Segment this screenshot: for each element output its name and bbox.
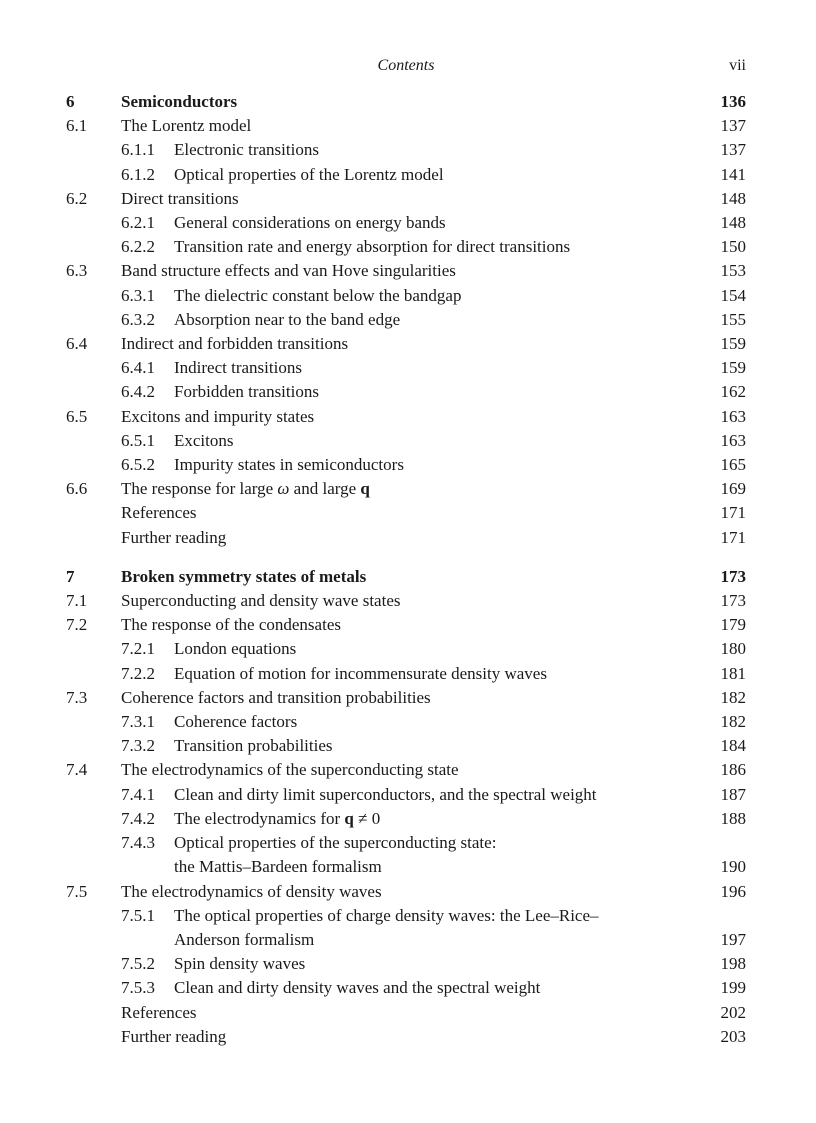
q-vector-symbol: q <box>344 808 354 828</box>
chapter-7 <box>66 565 746 1049</box>
section-page: 159 <box>720 334 746 354</box>
subsection-page: 163 <box>720 430 746 450</box>
subsection-page: 137 <box>720 140 746 160</box>
section-title-part: The response for large <box>121 479 278 499</box>
toc-subsection-entry[interactable] <box>66 356 746 380</box>
subsection-title-line2: the Mattis–Bardeen formalism <box>174 857 382 877</box>
section-title: The Lorentz model <box>121 116 252 136</box>
chapter-title: Semiconductors <box>121 92 238 111</box>
chapter-number: 7 <box>66 566 75 586</box>
toc-section-entry[interactable] <box>66 686 746 710</box>
toc-subsection-entry[interactable] <box>66 380 746 404</box>
subsection-title: Optical properties of the Lorentz model <box>174 164 444 184</box>
subsection-number: 6.2.1 <box>121 213 155 233</box>
section-number: 7.4 <box>66 760 88 780</box>
subsection-title: Impurity states in semiconductors <box>174 455 404 475</box>
subsection-number: 7.3.1 <box>121 712 155 732</box>
references-page: 171 <box>720 503 746 523</box>
subsection-number: 7.4.1 <box>121 784 155 804</box>
chapter-heading[interactable] <box>66 565 746 589</box>
toc-subsection-entry[interactable] <box>66 235 746 259</box>
section-page: 153 <box>720 261 746 281</box>
subsection-page: 197 <box>720 929 746 949</box>
section-title-part: and large <box>289 479 361 499</box>
subsection-number: 7.2.1 <box>121 639 155 659</box>
section-title: Coherence factors and transition probabilities <box>121 687 431 707</box>
section-page: 163 <box>720 406 746 426</box>
references-page: 202 <box>720 1002 746 1022</box>
section-title: Band structure effects and van Hove singularities <box>121 261 456 281</box>
section-number: 7.2 <box>66 615 88 635</box>
subsection-title: Electronic transitions <box>174 140 319 160</box>
subsection-page: 165 <box>720 455 746 475</box>
toc-subsection-entry[interactable] <box>66 976 746 1000</box>
subsection-page: 190 <box>720 857 746 877</box>
subsection-number: 6.3.2 <box>121 309 155 329</box>
subsection-page: 159 <box>720 358 746 378</box>
chapter-title: Broken symmetry states of metals <box>121 566 367 586</box>
subsection-number: 7.5.2 <box>121 954 155 974</box>
subsection-title: Excitons <box>174 430 234 450</box>
subsection-number: 7.5.1 <box>121 905 155 925</box>
section-number: 6.1 <box>66 116 88 136</box>
not-equal-zero: ≠ 0 <box>353 808 381 828</box>
references-title: References <box>121 503 197 523</box>
subsection-title: General considerations on energy bands <box>174 213 446 233</box>
subsection-page: 141 <box>720 164 746 184</box>
subsection-title <box>66 831 746 879</box>
section-number: 7.1 <box>66 591 88 611</box>
subsection-page: 148 <box>720 213 746 233</box>
subsection-number: 7.2.2 <box>121 663 155 683</box>
subsection-page: 162 <box>720 382 746 402</box>
section-page: 169 <box>720 479 746 499</box>
subsection-title <box>66 807 746 831</box>
subsection-title-line1: The optical properties of charge density waves: the Lee–Rice– <box>174 905 599 925</box>
chapter-number: 6 <box>66 92 75 111</box>
toc-further-reading-entry[interactable] <box>66 1025 746 1049</box>
subsection-number: 7.3.2 <box>121 736 155 756</box>
subsection-page: 199 <box>720 978 746 998</box>
chapter-heading[interactable] <box>66 90 746 114</box>
subsection-number: 7.5.3 <box>121 978 155 998</box>
section-number: 7.5 <box>66 881 88 901</box>
toc-further-reading-entry[interactable] <box>66 526 746 550</box>
subsection-title: Spin density waves <box>174 954 306 974</box>
subsection-title: Coherence factors <box>174 712 298 732</box>
further-reading-page: 171 <box>720 527 746 547</box>
subsection-number: 6.5.1 <box>121 430 155 450</box>
section-number: 6.4 <box>66 334 88 354</box>
toc-subsection-entry[interactable] <box>66 163 746 187</box>
section-title: Superconducting and density wave states <box>121 591 401 611</box>
toc-subsection-entry[interactable] <box>66 783 746 807</box>
toc-section-entry[interactable] <box>66 332 746 356</box>
chapter-page: 136 <box>720 92 746 111</box>
subsection-page: 184 <box>720 736 746 756</box>
toc-subsection-entry[interactable] <box>66 138 746 162</box>
subsection-page: 188 <box>720 808 746 828</box>
toc-subsection-entry[interactable] <box>66 637 746 661</box>
toc-section-entry[interactable] <box>66 187 746 211</box>
subsection-title: Forbidden transitions <box>174 382 319 402</box>
subsection-title: Indirect transitions <box>174 358 302 378</box>
toc-subsection-entry[interactable] <box>66 904 746 952</box>
further-reading-title: Further reading <box>121 1026 227 1046</box>
further-reading-page: 203 <box>720 1026 746 1046</box>
subsection-title: Transition rate and energy absorption for direct transitions <box>174 237 571 257</box>
running-header-page-number: vii <box>729 57 746 74</box>
section-title: Excitons and impurity states <box>121 406 315 426</box>
chapter-page: 173 <box>720 566 746 586</box>
subsection-page: 155 <box>720 309 746 329</box>
subsection-number: 7.4.3 <box>121 833 155 853</box>
section-title: The response of the condensates <box>121 615 341 635</box>
subsection-title-part: The electrodynamics for <box>174 808 345 828</box>
toc-section-entry[interactable] <box>66 259 746 283</box>
subsection-title: Absorption near to the band edge <box>174 309 401 329</box>
toc-references-entry[interactable] <box>66 1001 746 1025</box>
section-page: 148 <box>720 188 746 208</box>
subsection-number: 7.4.2 <box>121 808 155 828</box>
toc-section-entry[interactable] <box>66 114 746 138</box>
toc-section-entry[interactable] <box>66 589 746 613</box>
subsection-number: 6.1.2 <box>121 164 155 184</box>
subsection-title: Clean and dirty density waves and the spectral weight <box>174 978 541 998</box>
section-page: 137 <box>720 116 746 136</box>
subsection-number: 6.4.1 <box>121 358 155 378</box>
toc-subsection-entry[interactable] <box>66 453 746 477</box>
subsection-title: Equation of motion for incommensurate density waves <box>174 663 547 683</box>
section-number: 6.5 <box>66 406 88 426</box>
table-of-contents <box>66 90 746 1049</box>
subsection-title: Transition probabilities <box>174 736 333 756</box>
omega-symbol: ω <box>277 479 290 499</box>
toc-subsection-entry[interactable] <box>66 211 746 235</box>
chapter-6 <box>66 90 746 550</box>
subsection-page: 181 <box>720 663 746 683</box>
toc-subsection-entry[interactable] <box>66 734 746 758</box>
subsection-title-line1: Optical properties of the superconducting state: <box>174 833 497 853</box>
subsection-page: 198 <box>720 954 746 974</box>
subsection-number: 6.2.2 <box>121 237 155 257</box>
section-page: 196 <box>720 881 746 901</box>
subsection-title-line2: Anderson formalism <box>174 929 315 949</box>
further-reading-title: Further reading <box>121 527 227 547</box>
toc-section-entry[interactable] <box>66 477 746 501</box>
subsection-number: 6.1.1 <box>121 140 155 160</box>
section-page: 173 <box>720 591 746 611</box>
subsection-page: 180 <box>720 639 746 659</box>
section-page: 179 <box>720 615 746 635</box>
toc-subsection-entry[interactable] <box>66 710 746 734</box>
section-number: 6.3 <box>66 261 88 281</box>
subsection-number: 6.4.2 <box>121 382 155 402</box>
toc-subsection-entry[interactable] <box>66 429 746 453</box>
toc-subsection-entry[interactable] <box>66 284 746 308</box>
toc-section-entry[interactable] <box>66 758 746 782</box>
subsection-page: 150 <box>720 237 746 257</box>
toc-subsection-entry[interactable] <box>66 952 746 976</box>
section-title: Indirect and forbidden transitions <box>121 334 349 354</box>
section-page: 186 <box>720 760 746 780</box>
subsection-title: Clean and dirty limit superconductors, and the spectral weight <box>174 784 597 804</box>
section-title: The electrodynamics of density waves <box>121 881 382 901</box>
section-number: 6.6 <box>66 479 88 499</box>
subsection-title: London equations <box>174 639 297 659</box>
section-number: 6.2 <box>66 188 88 208</box>
toc-section-entry[interactable] <box>66 613 746 637</box>
running-header <box>66 57 746 77</box>
toc-subsection-entry[interactable] <box>66 831 746 879</box>
section-number: 7.3 <box>66 687 88 707</box>
subsection-page: 187 <box>720 784 746 804</box>
toc-references-entry[interactable] <box>66 501 746 525</box>
q-vector-symbol: q <box>360 479 370 499</box>
subsection-title: The dielectric constant below the bandgap <box>174 285 462 305</box>
subsection-title <box>66 904 746 952</box>
references-title: References <box>121 1002 197 1022</box>
toc-section-entry[interactable] <box>66 880 746 904</box>
section-title: The electrodynamics of the superconducting state <box>121 760 459 780</box>
toc-subsection-entry[interactable] <box>66 807 746 831</box>
section-title: Direct transitions <box>121 188 239 208</box>
running-header-title: Contents <box>377 57 435 74</box>
toc-subsection-entry[interactable] <box>66 308 746 332</box>
subsection-page: 154 <box>720 285 746 305</box>
toc-section-entry[interactable] <box>66 405 746 429</box>
section-page: 182 <box>720 687 746 707</box>
subsection-number: 6.3.1 <box>121 285 155 305</box>
subsection-page: 182 <box>720 712 746 732</box>
section-title <box>66 477 746 501</box>
subsection-number: 6.5.2 <box>121 455 155 475</box>
toc-subsection-entry[interactable] <box>66 662 746 686</box>
